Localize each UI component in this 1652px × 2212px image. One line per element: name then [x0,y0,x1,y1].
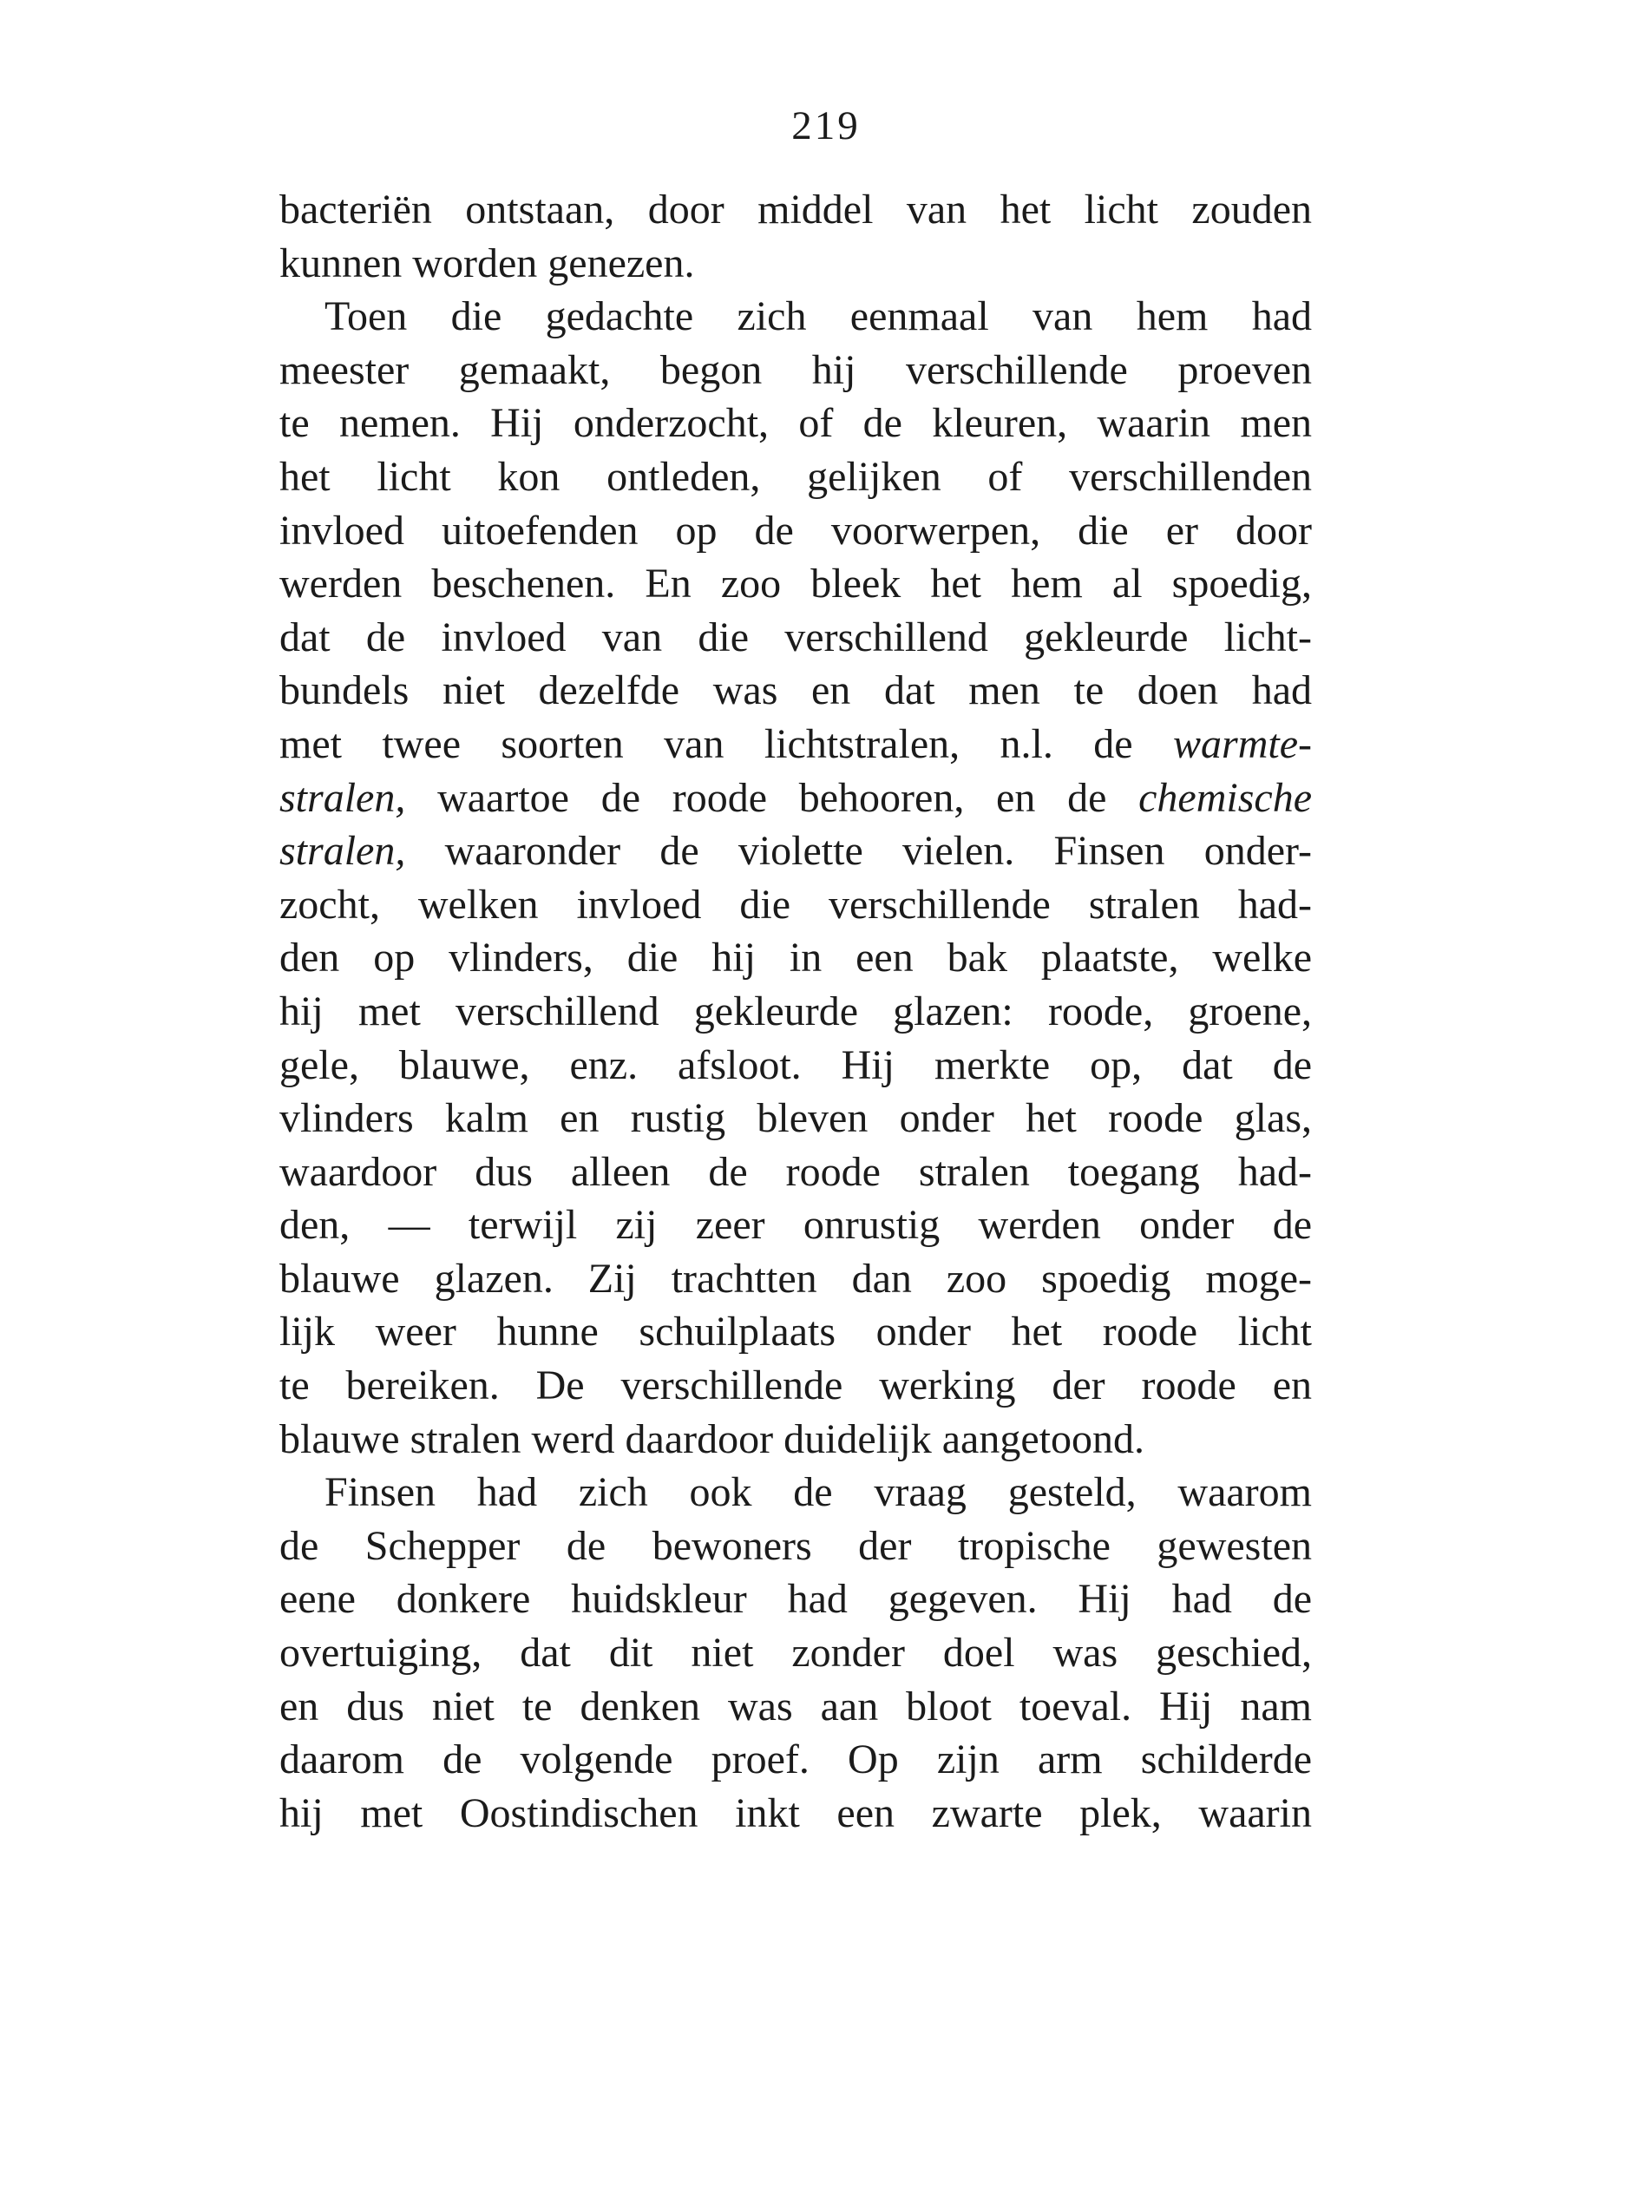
line-text: het licht kon ontleden, gelijken of verschillenden [279,453,1312,500]
line-text: de Schepper de bewoners der tropische gewesten [279,1522,1312,1569]
line-text: blauwe glazen. Zij trachtten dan zoo spoedig moge- [279,1255,1312,1302]
line-text: werden beschenen. En zoo bleek het hem al spoedig, [279,561,1312,607]
text-line [279,1520,1312,1573]
line-text: waartoe de roode behooren, en de [437,774,1107,821]
text-line [279,1787,1312,1841]
line-text: en dus niet te denken was aan bloot toeval. Hij nam [279,1683,1312,1730]
line-text: te nemen. Hij onderzocht, of de kleuren, waarin men [279,400,1312,447]
line-text: waaronder de violette vielen. Finsen onder- [444,828,1313,875]
line-text: te bereiken. De verschillende werking der roode en [279,1362,1312,1409]
text-line [279,504,1312,558]
line-text: den op vlinders, die hij in een bak plaatste, welke [279,935,1312,981]
line-text: blauwe stralen werd daardoor duidelijk aangetoond. [279,1415,1144,1462]
line-text: hij met Oostindischen inkt een zwarte plek, waarin [279,1789,1312,1836]
text-line [279,450,1312,504]
text-line [279,1145,1312,1199]
text-line [279,290,1312,344]
text-line [279,1092,1312,1145]
line-text: eene donkere huidskleur had gegeven. Hij had de [279,1576,1312,1623]
text-line [279,1626,1312,1680]
text-line [279,557,1312,611]
line-text: den, — terwijl zij zeer onrustig werden onder de [279,1202,1312,1249]
text-line [279,985,1312,1039]
text-line [279,878,1312,932]
text-line [279,1680,1312,1734]
text-line [279,1466,1312,1520]
line-text: meester gemaakt, begon hij verschillende proeven [279,346,1312,393]
line-text: Toen die gedachte zich eenmaal van hem had [324,293,1312,340]
text-line [279,771,1312,825]
italic-term: stralen, [279,828,406,875]
text-line [279,1198,1312,1252]
page-number: 219 [791,103,861,148]
text-line [279,1039,1312,1093]
text-line [279,1733,1312,1787]
line-text: dat de invloed van die verschillend gekleurde licht- [279,614,1312,660]
text-line [279,1305,1312,1359]
text-line [279,824,1312,878]
line-text: waardoor dus alleen de roode stralen toegang had- [279,1148,1312,1195]
line-text: bundels niet dezelfde was en dat men te doen had [279,667,1312,714]
text-line [279,718,1312,771]
text-line [279,1572,1312,1626]
italic-term: stralen, [279,774,406,821]
text-line [279,611,1312,665]
line-text: bacteriën ontstaan, door middel van het licht zouden [279,187,1312,233]
line-text: zocht, welken invloed die verschillende stralen had- [279,881,1312,928]
line-text: vlinders kalm en rustig bleven onder het roode glas, [279,1095,1312,1142]
line-text: gele, blauwe, enz. afsloot. Hij merkte op, dat de [279,1041,1312,1088]
line-text: lijk weer hunne schuilplaats onder het roode licht [279,1309,1312,1355]
text-line [279,931,1312,985]
text-line [279,344,1312,397]
line-text: hij met verschillend gekleurde glazen: roode, groene, [279,988,1312,1034]
text-line [279,1413,1312,1467]
text-line [279,183,1312,237]
line-text: Finsen had zich ook de vraag gesteld, waarom [324,1469,1312,1516]
line-text: overtuiging, dat dit niet zonder doel was geschied, [279,1630,1312,1677]
italic-term: warmte- [1173,720,1313,767]
text-line [279,664,1312,718]
text-line [279,1359,1312,1413]
line-text: kunnen worden genezen. [279,240,695,286]
text-line [279,237,1312,291]
line-text: invloed uitoefenden op de voorwerpen, die er door [279,507,1312,554]
line-text: daarom de volgende proef. Op zijn arm schilderde [279,1736,1312,1783]
text-line [279,397,1312,450]
text-line [279,1252,1312,1306]
body-text [279,183,1312,1840]
line-text: met twee soorten van lichtstralen, n.l. de [279,720,1133,767]
italic-term: chemische [1138,774,1313,821]
